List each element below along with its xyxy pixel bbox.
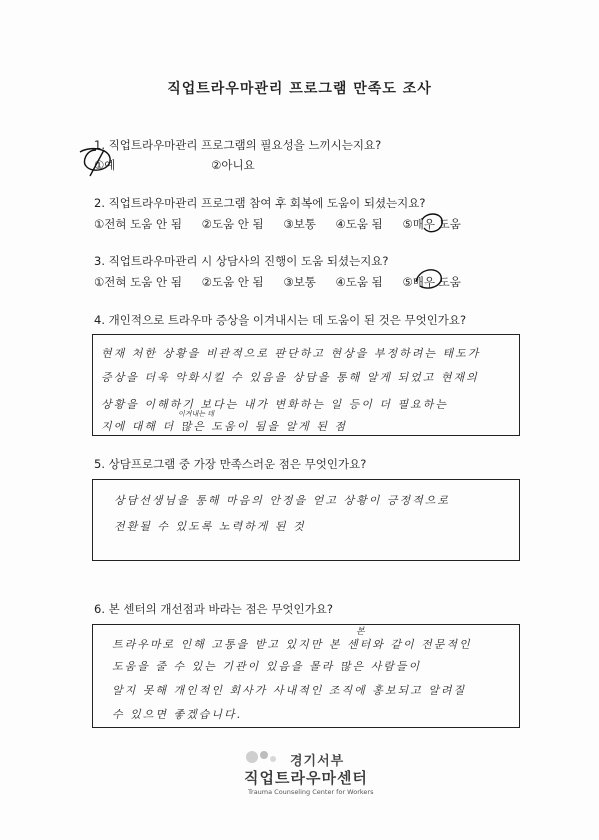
- question-6: 6. 본 센터의 개선점과 바라는 점은 무엇인가요?: [94, 602, 333, 616]
- q6-answer-line-2: 도움을 줄 수 있는 기관이 있음을 몰라 많은 사람들이: [112, 660, 422, 673]
- q5-answer-line-1: 상담선생님을 통해 마음의 안정을 얻고 상황이 긍정적으로: [114, 494, 451, 507]
- q2-option-3[interactable]: ③보통: [283, 217, 316, 231]
- q3-option-5[interactable]: ⑤매우 도움: [402, 275, 461, 289]
- logo-region: 경기서부: [290, 754, 345, 769]
- q3-option-1[interactable]: ①전혀 도움 안 됨: [94, 275, 182, 289]
- q3-option-4[interactable]: ④도움 됨: [335, 275, 383, 289]
- q4-insert-note: 이겨내는 데: [178, 410, 215, 418]
- logo-english-name: Trauma Counseling Center for Workers: [248, 788, 374, 796]
- q1-option-2[interactable]: ②아니요: [211, 158, 255, 172]
- q1-option-1[interactable]: ①예: [94, 158, 116, 172]
- question-2: 2. 직업트라우마관리 프로그램 참여 후 회복에 도움이 되셨는지요?: [94, 196, 426, 210]
- question-2-options: [94, 216, 477, 232]
- q3-option-2[interactable]: ②도움 안 됨: [201, 275, 264, 289]
- q4-answer-line-3: 상황을 이해하기 보다는 내가 변화하는 일 등이 더 필요하는: [101, 398, 448, 411]
- question-3: 3. 직업트라우마관리 시 상담사의 진행이 도움 되셨는지요?: [94, 254, 389, 268]
- question-1-options: [94, 157, 271, 173]
- q4-answer-line-2: 증상을 더욱 악화시킬 수 있음을 상담을 통해 알게 되었고 현재의: [101, 371, 479, 384]
- page-title: 직업트라우마관리 프로그램 만족도 조사: [167, 81, 432, 97]
- logo-center-name: 직업트라우마센터: [244, 769, 368, 787]
- q4-answer-line-4: 지에 대해 더 많은 도움이 됨을 알게 된 점: [101, 420, 347, 433]
- q5-answer-line-2: 전환될 수 있도록 노력하게 된 것: [114, 520, 306, 533]
- q3-option-3[interactable]: ③보통: [283, 275, 316, 289]
- q2-option-4[interactable]: ④도움 됨: [335, 217, 383, 231]
- q6-answer-line-1: 트라우마로 인해 고통을 받고 있지만 본 센터와 같이 전문적인: [112, 638, 472, 651]
- question-4: 4. 개인적으로 트라우마 증상을 이겨내시는 데 도움이 된 것은 무엇인가요?: [94, 313, 467, 327]
- question-3-options: [94, 274, 477, 290]
- question-5: 5. 상담프로그램 중 가장 만족스러운 점은 무엇인가요?: [94, 457, 367, 471]
- q6-answer-line-3: 알지 못해 개인적인 회사가 사내적인 조직에 홍보되고 알려질: [112, 684, 467, 697]
- q6-answer-line-4: 수 있으면 좋겠습니다.: [112, 708, 243, 721]
- question-1: 1. 직업트라우마관리 프로그램의 필요성을 느끼시는지요?: [94, 138, 382, 152]
- center-logo-icon: [244, 748, 284, 766]
- q6-insert-note: 본: [356, 627, 365, 637]
- q2-option-2[interactable]: ②도움 안 됨: [201, 217, 264, 231]
- q2-option-5[interactable]: ⑤매우 도움: [402, 217, 461, 231]
- q4-answer-line-1: 현재 처한 상황을 비관적으로 판단하고 현상을 부정하려는 태도가: [101, 347, 481, 360]
- q2-option-1[interactable]: ①전혀 도움 안 됨: [94, 217, 182, 231]
